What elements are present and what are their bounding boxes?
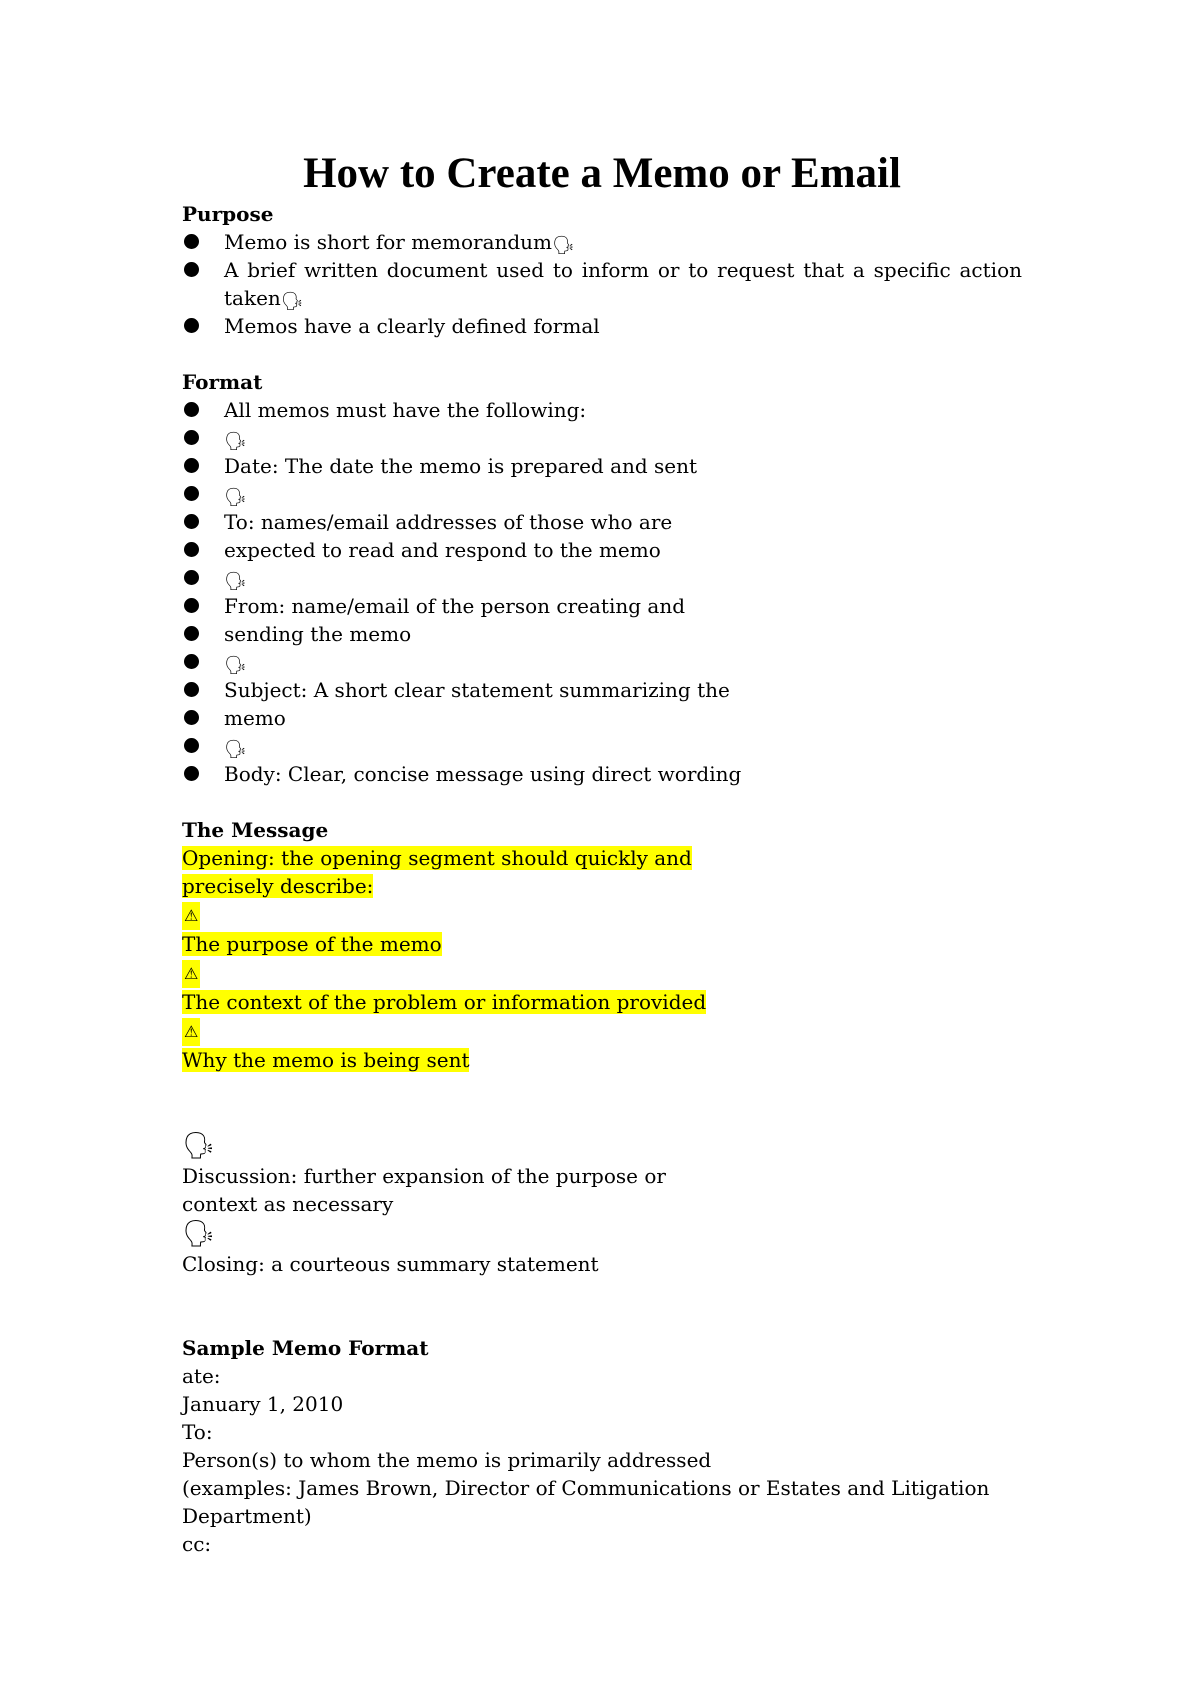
speaking-head-icon: 🗣 [280,291,304,312]
speaking-head-icon: 🗣 [224,739,247,760]
format-item-text: Subject: A short clear statement summarizing the [224,678,730,702]
list-item [182,508,1022,536]
sample-line: Department) [182,1504,312,1528]
speaking-head-icon: 🗣 [224,431,247,452]
purpose-list [182,228,1022,340]
speaking-head-icon: 🗣 [224,571,247,592]
document-page [182,150,1022,1558]
format-item-text: From: name/email of the person creating and [224,594,686,618]
speaking-head-icon: 🗣 [224,487,247,508]
warning-icon: ⚠ [182,960,200,988]
message-point: The context of the problem or information provided [182,990,707,1014]
list-item [182,536,1022,564]
list-item [182,704,1022,732]
format-heading: Format [182,370,263,394]
document-title: How to Create a Memo or Email [303,150,901,197]
format-item-text: expected to read and respond to the memo [224,538,661,562]
list-item [182,480,1022,508]
bullet-icon [184,402,199,417]
list-item [182,424,1022,452]
speaking-head-icon: 🗣 [224,655,247,676]
sample-heading: Sample Memo Format [182,1336,429,1360]
format-item-text: Body: Clear, concise message using direct wording [224,762,742,786]
bullet-icon [184,458,199,473]
opening-text: precisely describe: [182,874,374,898]
sample-line: To: [182,1420,213,1444]
list-item [182,312,1022,340]
format-item-text: To: names/email addresses of those who are [224,510,673,534]
speaking-head-icon: 🗣 [552,235,575,256]
list-item [182,620,1022,648]
purpose-heading: Purpose [182,202,274,226]
list-item [182,676,1022,704]
bullet-icon [184,262,199,277]
bullet-icon [184,738,199,753]
discussion-text: context as necessary [182,1192,394,1216]
bullet-icon [184,234,199,249]
speaking-head-icon: 🗣 [182,1219,216,1249]
speaking-head-icon: 🗣 [182,1131,216,1161]
closing-text: Closing: a courteous summary statement [182,1252,599,1276]
list-item [182,228,1022,256]
format-item-text: sending the memo [224,622,412,646]
format-item-text: All memos must have the following: [224,398,587,422]
purpose-item-text: Memos have a clearly defined formal [224,314,600,338]
format-item-text: Date: The date the memo is prepared and sent [224,454,698,478]
list-item [182,396,1022,424]
purpose-item-text: A brief written document used to inform or to request that a specific action taken [224,258,1022,310]
bullet-icon [184,486,199,501]
opening-text: Opening: the opening segment should quickly and [182,846,692,870]
list-item [182,452,1022,480]
format-item-text: memo [224,706,286,730]
format-list [182,396,1022,788]
message-heading: The Message [182,818,329,842]
sample-line: cc: [182,1532,212,1556]
bullet-icon [184,430,199,445]
message-point: Why the memo is being sent [182,1048,470,1072]
list-item [182,564,1022,592]
sample-line: Person(s) to whom the memo is primarily addressed [182,1448,712,1472]
warning-icon: ⚠ [182,1018,200,1046]
bullet-icon [184,570,199,585]
discussion-text: Discussion: further expansion of the purpose or [182,1164,666,1188]
list-item [182,648,1022,676]
message-point: The purpose of the memo [182,932,442,956]
warning-icon: ⚠ [182,902,200,930]
list-item [182,256,1022,312]
list-item [182,592,1022,620]
sample-line: ate: [182,1364,221,1388]
list-item [182,760,1022,788]
purpose-item-text: Memo is short for memorandum [224,230,553,254]
bullet-icon [184,682,199,697]
bullet-icon [184,598,199,613]
bullet-icon [184,318,199,333]
bullet-icon [184,542,199,557]
bullet-icon [184,654,199,669]
sample-line: January 1, 2010 [182,1392,344,1416]
bullet-icon [184,766,199,781]
bullet-icon [184,626,199,641]
bullet-icon [184,514,199,529]
list-item [182,732,1022,760]
bullet-icon [184,710,199,725]
sample-line: (examples: James Brown, Director of Communications or Estates and Litigation [182,1476,990,1500]
